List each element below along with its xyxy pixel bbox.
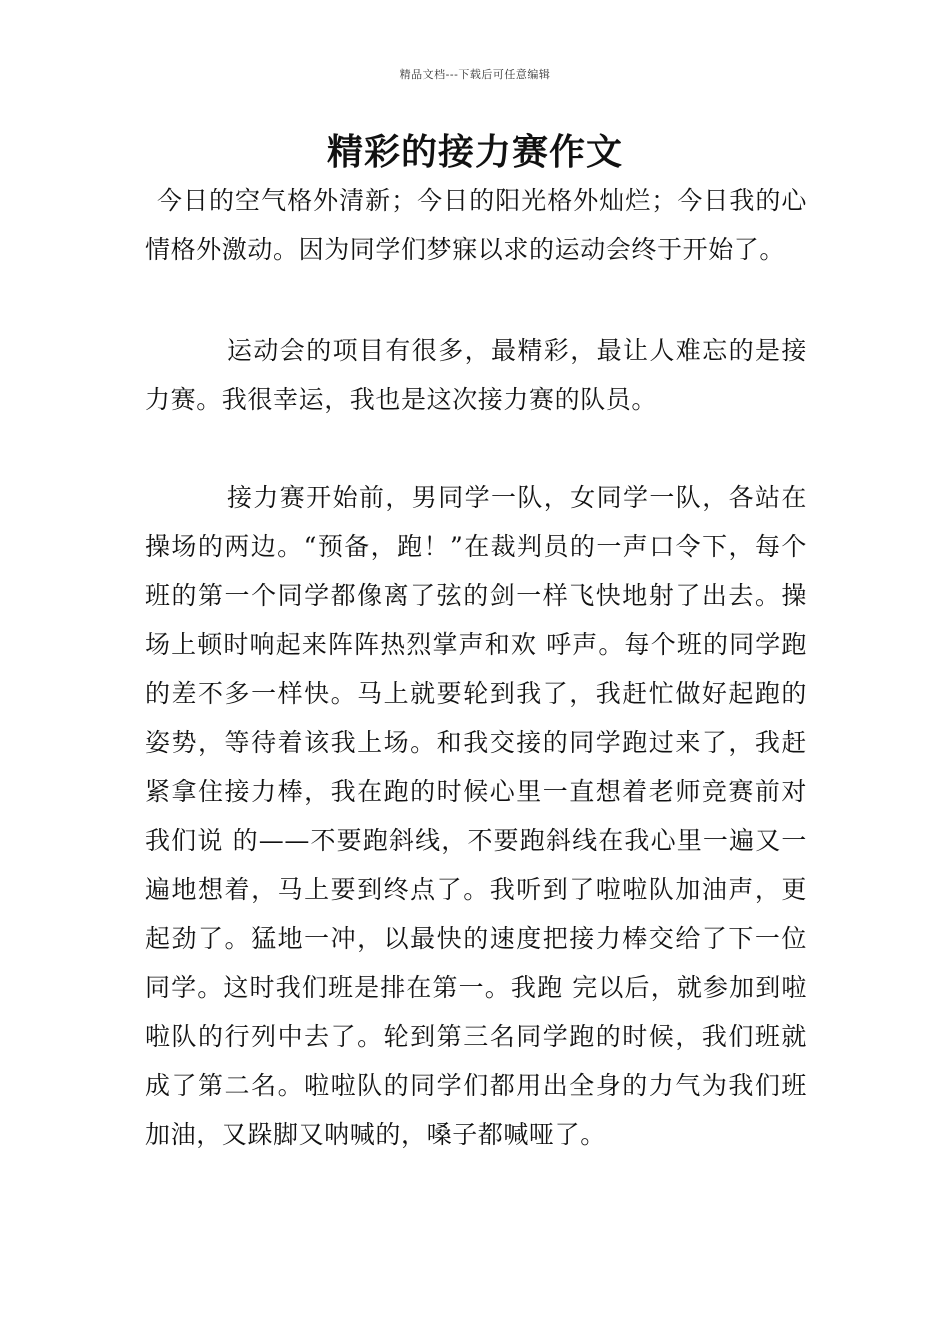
paragraph-text: 运动会的项目有很多，最精彩，最让人难忘的是接力赛。我很幸运，我也是这次接力赛的队员。: [145, 336, 807, 414]
paragraph-2: [145, 326, 807, 424]
header-note: 精品文档---下载后可任意编辑: [399, 68, 551, 81]
paragraph-text: 接力赛开始前，男同学一队，女同学一队，各站在操场的两边。“预备，跑！”在裁判员的一声口令下，每个班的第一个同学都像离了弦的剑一样飞快地射了出去。操场上顿时响起来阵阵热烈掌声和欢 呼声。每个班的同学跑的差不多一样快。马上就要轮到我了，我赶忙做好起跑的姿势，等待着该我上场。和我交接的同学跑过来了，我赶紧拿住接力棒，我在跑的时候心里一直想着老师竞赛前对我们说 的——不要跑斜线，不要跑斜线在我心里一遍又一遍地想着，马上要到终点了。我听到了啦啦队加油声，更起劲了。猛地一冲，以最快的速度把接力棒交给了下一位同学。这时我们班是排在第一。我跑 完以后，就参加到啦啦队的行列中去了。轮到第三名同学跑的时候，我们班就成了第二名。啦啦队的同学们都用出全身的力气为我们班加油，又跺脚又呐喊的，嗓子都喊哑了。: [145, 483, 807, 1149]
document-title: 精彩的接力赛作文: [326, 131, 623, 173]
paragraph-text: 今日的空气格外清新；今日的阳光格外灿烂；今日我的心情格外激动。因为同学们梦寐以求的运动会终于开始了。: [145, 186, 807, 264]
paragraph-1: [145, 176, 807, 274]
paragraph-3: [145, 473, 807, 1159]
